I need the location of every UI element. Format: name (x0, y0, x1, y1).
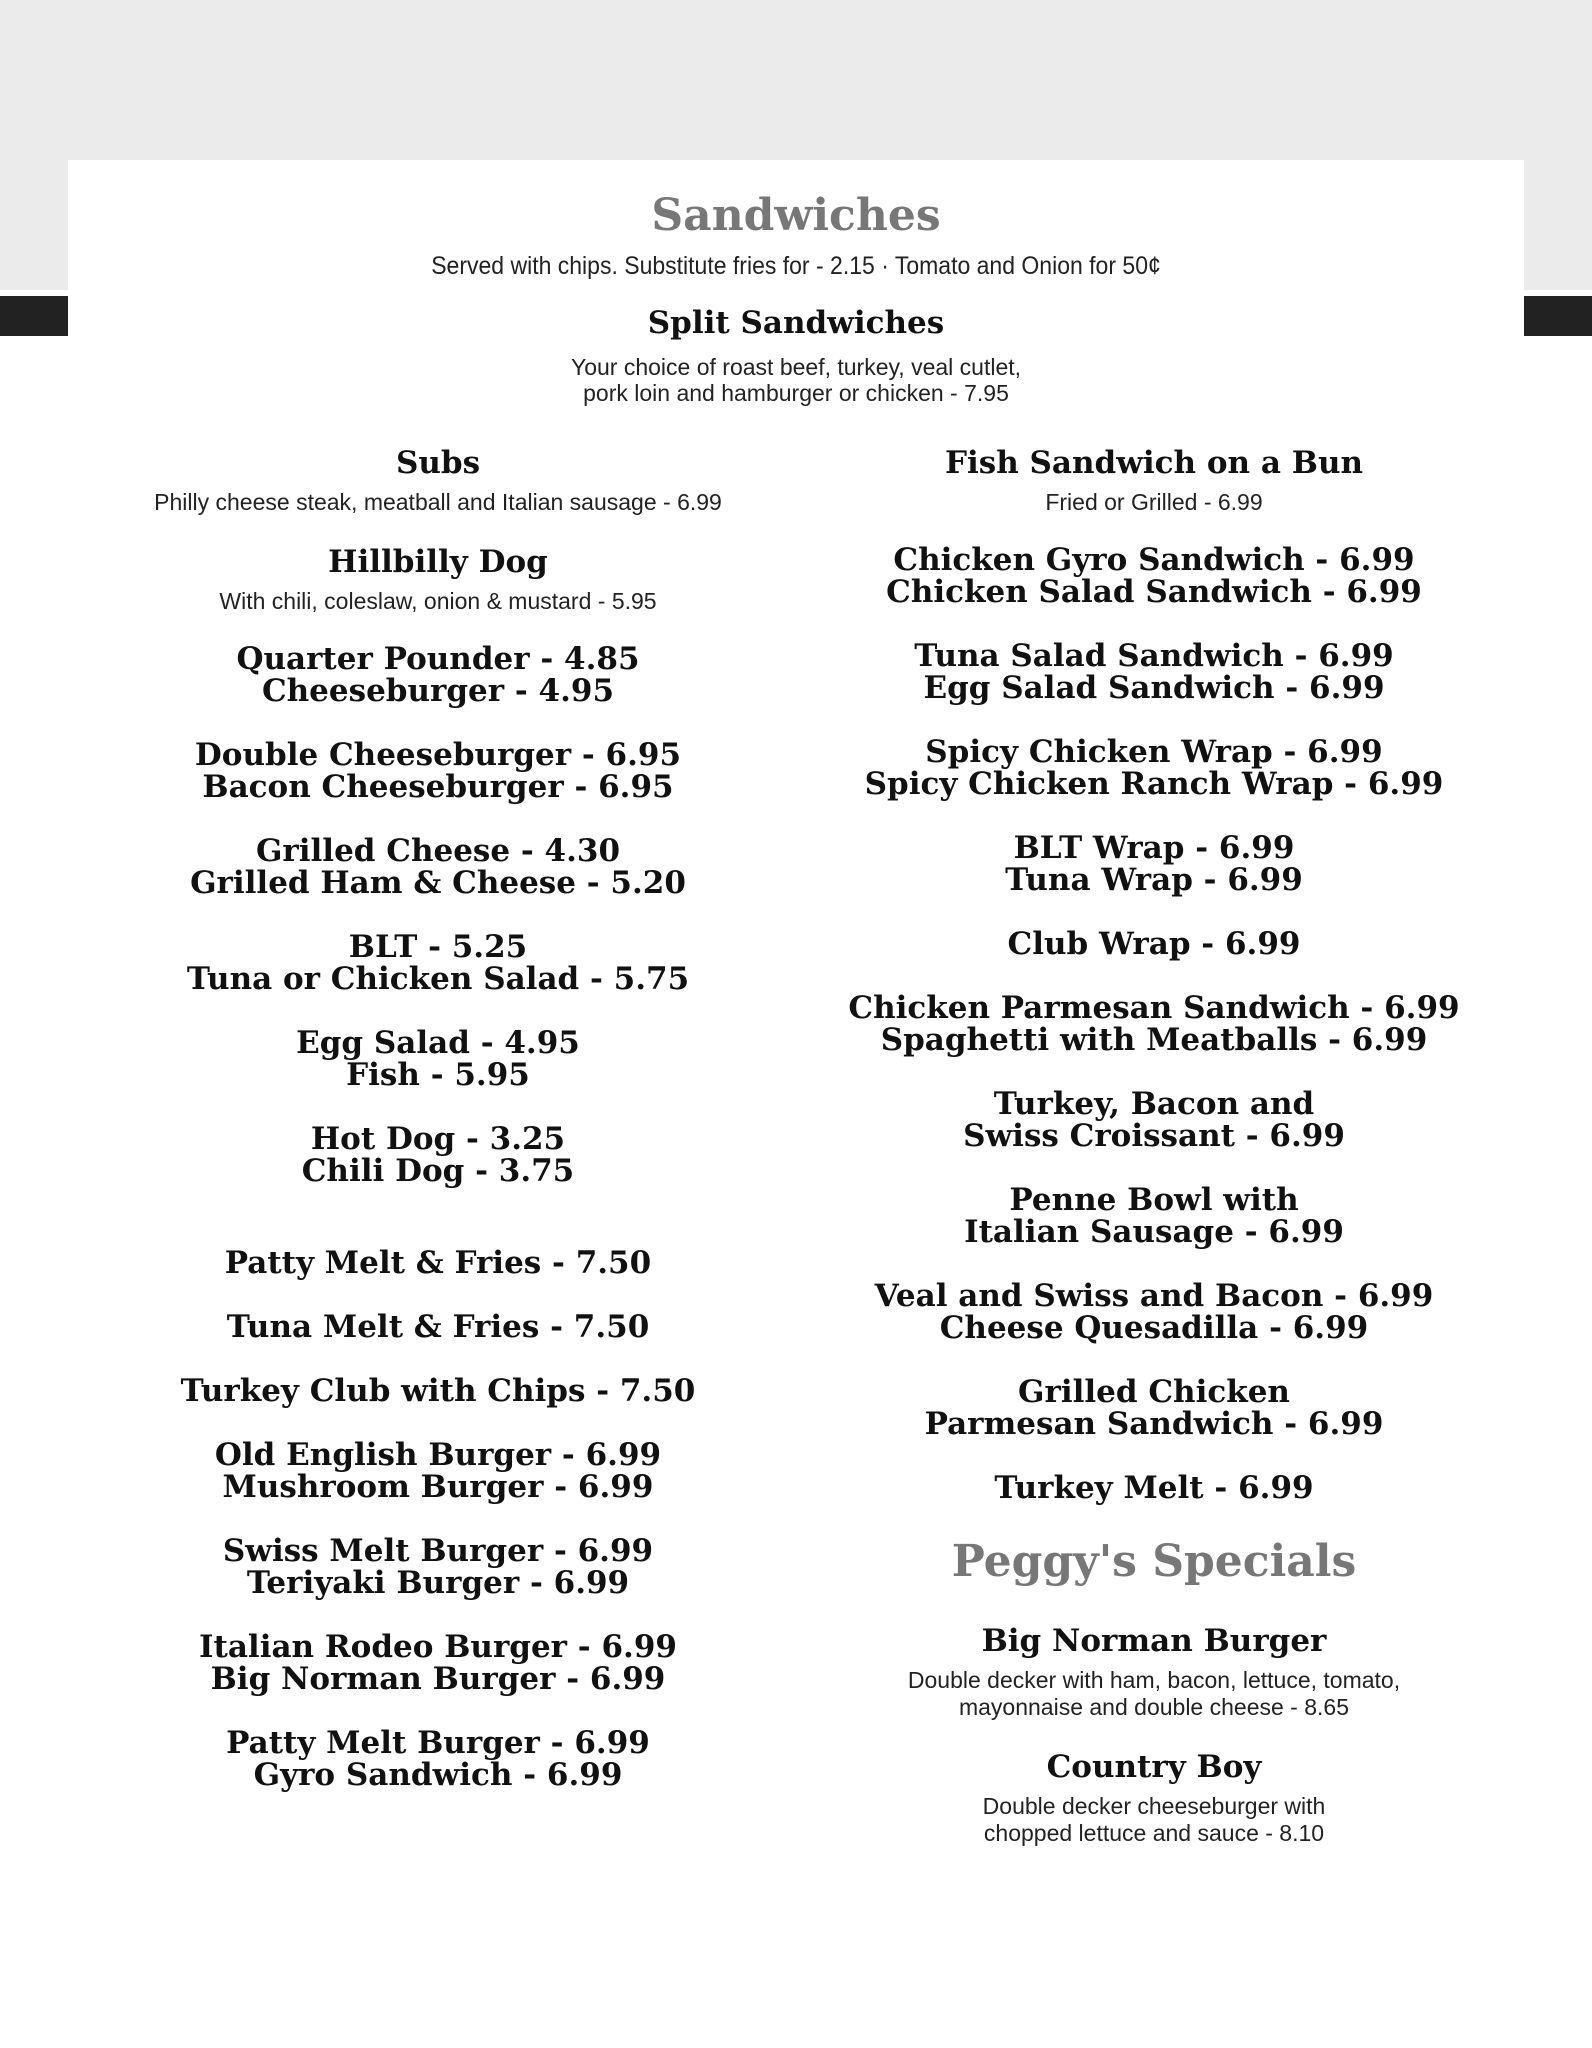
menu-item-line: Tuna Wrap - 6.99 (1005, 862, 1303, 898)
menu-item-line: Cheese Quesadilla - 6.99 (939, 1310, 1369, 1346)
menu-item-line: Egg Salad - 4.95 (296, 1025, 580, 1061)
country-boy-title: Country Boy (1046, 1748, 1262, 1785)
menu-item-line: Turkey Club with Chips - 7.50 (180, 1373, 696, 1409)
menu-item-line: Mushroom Burger - 6.99 (222, 1469, 654, 1505)
split-desc-line: pork loin and hamburger or chicken - 7.95 (583, 380, 1009, 407)
menu-item (844, 1088, 1464, 1152)
page-subtitle: Served with chips. Substitute fries for - 2.15 · Tomato and Onion for 50¢ (431, 251, 1161, 280)
menu-item-line: Tuna Salad Sandwich - 6.99 (914, 638, 1394, 674)
menu-item-line: Tuna or Chicken Salad - 5.75 (186, 961, 690, 997)
page-title: Sandwiches (651, 190, 941, 241)
menu-item-line: Big Norman Burger - 6.99 (210, 1661, 666, 1697)
menu-item-line: Swiss Croissant - 6.99 (963, 1118, 1345, 1154)
fish-sandwich-desc: Fried or Grilled - 6.99 (1045, 489, 1263, 515)
menu-item-line: Patty Melt Burger - 6.99 (226, 1725, 650, 1761)
left-column (128, 445, 748, 1823)
menu-item-line: Hot Dog - 3.25 (310, 1121, 566, 1157)
menu-item (844, 640, 1464, 704)
menu-item-line: Club Wrap - 6.99 (1007, 926, 1301, 962)
menu-item (128, 835, 748, 899)
menu-item (128, 1027, 748, 1091)
menu-item-line: Grilled Chicken (1018, 1374, 1290, 1410)
menu-item-line: Grilled Ham & Cheese - 5.20 (190, 865, 686, 901)
menu-item (844, 1376, 1464, 1440)
menu-item (128, 1247, 748, 1279)
menu-header (68, 190, 1524, 407)
menu-item-line: Spicy Chicken Wrap - 6.99 (925, 734, 1383, 770)
menu-item (128, 1123, 748, 1187)
menu-item (844, 832, 1464, 896)
subs-desc: Philly cheese steak, meatball and Italian sausage - 6.99 (154, 489, 722, 515)
menu-item (128, 931, 748, 995)
menu-item-line: BLT - 5.25 (348, 929, 528, 965)
hillbilly-dog-desc: With chili, coleslaw, onion & mustard - 5.95 (219, 588, 657, 614)
menu-item-line: Double Cheeseburger - 6.95 (194, 737, 682, 773)
menu-item-line: BLT Wrap - 6.99 (1013, 830, 1295, 866)
menu-item-line: Italian Rodeo Burger - 6.99 (199, 1629, 677, 1665)
big-norman-desc-line: Double decker with ham, bacon, lettuce, tomato, (907, 1666, 1401, 1693)
menu-item-line: Penne Bowl with (1009, 1182, 1299, 1218)
menu-item (128, 1439, 748, 1503)
menu-item-line: Tuna Melt & Fries - 7.50 (226, 1309, 650, 1345)
split-sandwiches-title: Split Sandwiches (647, 304, 945, 341)
right-column (844, 445, 1464, 1875)
menu-item-line: Gyro Sandwich - 6.99 (253, 1757, 623, 1793)
menu-item (844, 736, 1464, 800)
menu-item-line: Old English Burger - 6.99 (214, 1437, 662, 1473)
menu-item (128, 1375, 748, 1407)
menu-item-line: Chili Dog - 3.75 (301, 1153, 575, 1189)
right-dark-tab (1524, 296, 1592, 336)
menu-item-line: Chicken Gyro Sandwich - 6.99 (893, 542, 1415, 578)
menu-item (128, 1535, 748, 1599)
big-norman-desc (844, 1667, 1464, 1721)
menu-item-line: Turkey Melt - 6.99 (994, 1470, 1314, 1506)
split-sandwiches-desc (68, 354, 1524, 407)
subs-title: Subs (395, 445, 481, 481)
country-boy-desc (844, 1793, 1464, 1847)
menu-item (844, 1472, 1464, 1504)
fish-sandwich-title: Fish Sandwich on a Bun (944, 445, 1364, 481)
menu-item-line: Bacon Cheeseburger - 6.95 (202, 769, 674, 805)
menu-item-line: Spaghetti with Meatballs - 6.99 (880, 1022, 1428, 1058)
menu-item (844, 992, 1464, 1056)
menu-item (844, 1184, 1464, 1248)
menu-item-line: Chicken Salad Sandwich - 6.99 (886, 574, 1422, 610)
menu-item-line: Spicy Chicken Ranch Wrap - 6.99 (864, 766, 1444, 802)
left-dark-tab (0, 296, 68, 336)
menu-item-line: Veal and Swiss and Bacon - 6.99 (874, 1278, 1434, 1314)
menu-item-line: Italian Sausage - 6.99 (964, 1214, 1344, 1250)
big-norman-title: Big Norman Burger (981, 1622, 1327, 1659)
menu-item (128, 739, 748, 803)
menu-item (128, 1631, 748, 1695)
menu-item-line: Grilled Cheese - 4.30 (255, 833, 621, 869)
menu-item (844, 1280, 1464, 1344)
menu-item-line: Parmesan Sandwich - 6.99 (924, 1406, 1384, 1442)
menu-item-line: Swiss Melt Burger - 6.99 (222, 1533, 654, 1569)
menu-item-line: Chicken Parmesan Sandwich - 6.99 (848, 990, 1460, 1026)
menu-item (128, 1311, 748, 1343)
menu-item-line: Quarter Pounder - 4.85 (236, 641, 640, 677)
specials-title: Peggy's Specials (951, 1536, 1357, 1587)
menu-page (68, 160, 1524, 2048)
menu-item-line: Cheeseburger - 4.95 (261, 673, 615, 709)
menu-item (128, 1727, 748, 1791)
country-boy-desc-line: Double decker cheeseburger with (982, 1792, 1326, 1819)
menu-item (844, 544, 1464, 608)
menu-item (128, 643, 748, 707)
split-desc-line: Your choice of roast beef, turkey, veal cutlet, (570, 353, 1022, 380)
country-boy-desc-line: chopped lettuce and sauce - 8.10 (983, 1819, 1325, 1846)
hillbilly-dog-title: Hillbilly Dog (328, 544, 548, 580)
menu-item-line: Fish - 5.95 (346, 1057, 530, 1093)
menu-item-line: Teriyaki Burger - 6.99 (246, 1565, 630, 1601)
big-norman-desc-line: mayonnaise and double cheese - 8.65 (958, 1693, 1349, 1720)
menu-item-line: Egg Salad Sandwich - 6.99 (923, 670, 1385, 706)
menu-item-line: Turkey, Bacon and (993, 1086, 1315, 1122)
menu-item (844, 928, 1464, 960)
menu-item-line: Patty Melt & Fries - 7.50 (224, 1245, 652, 1281)
